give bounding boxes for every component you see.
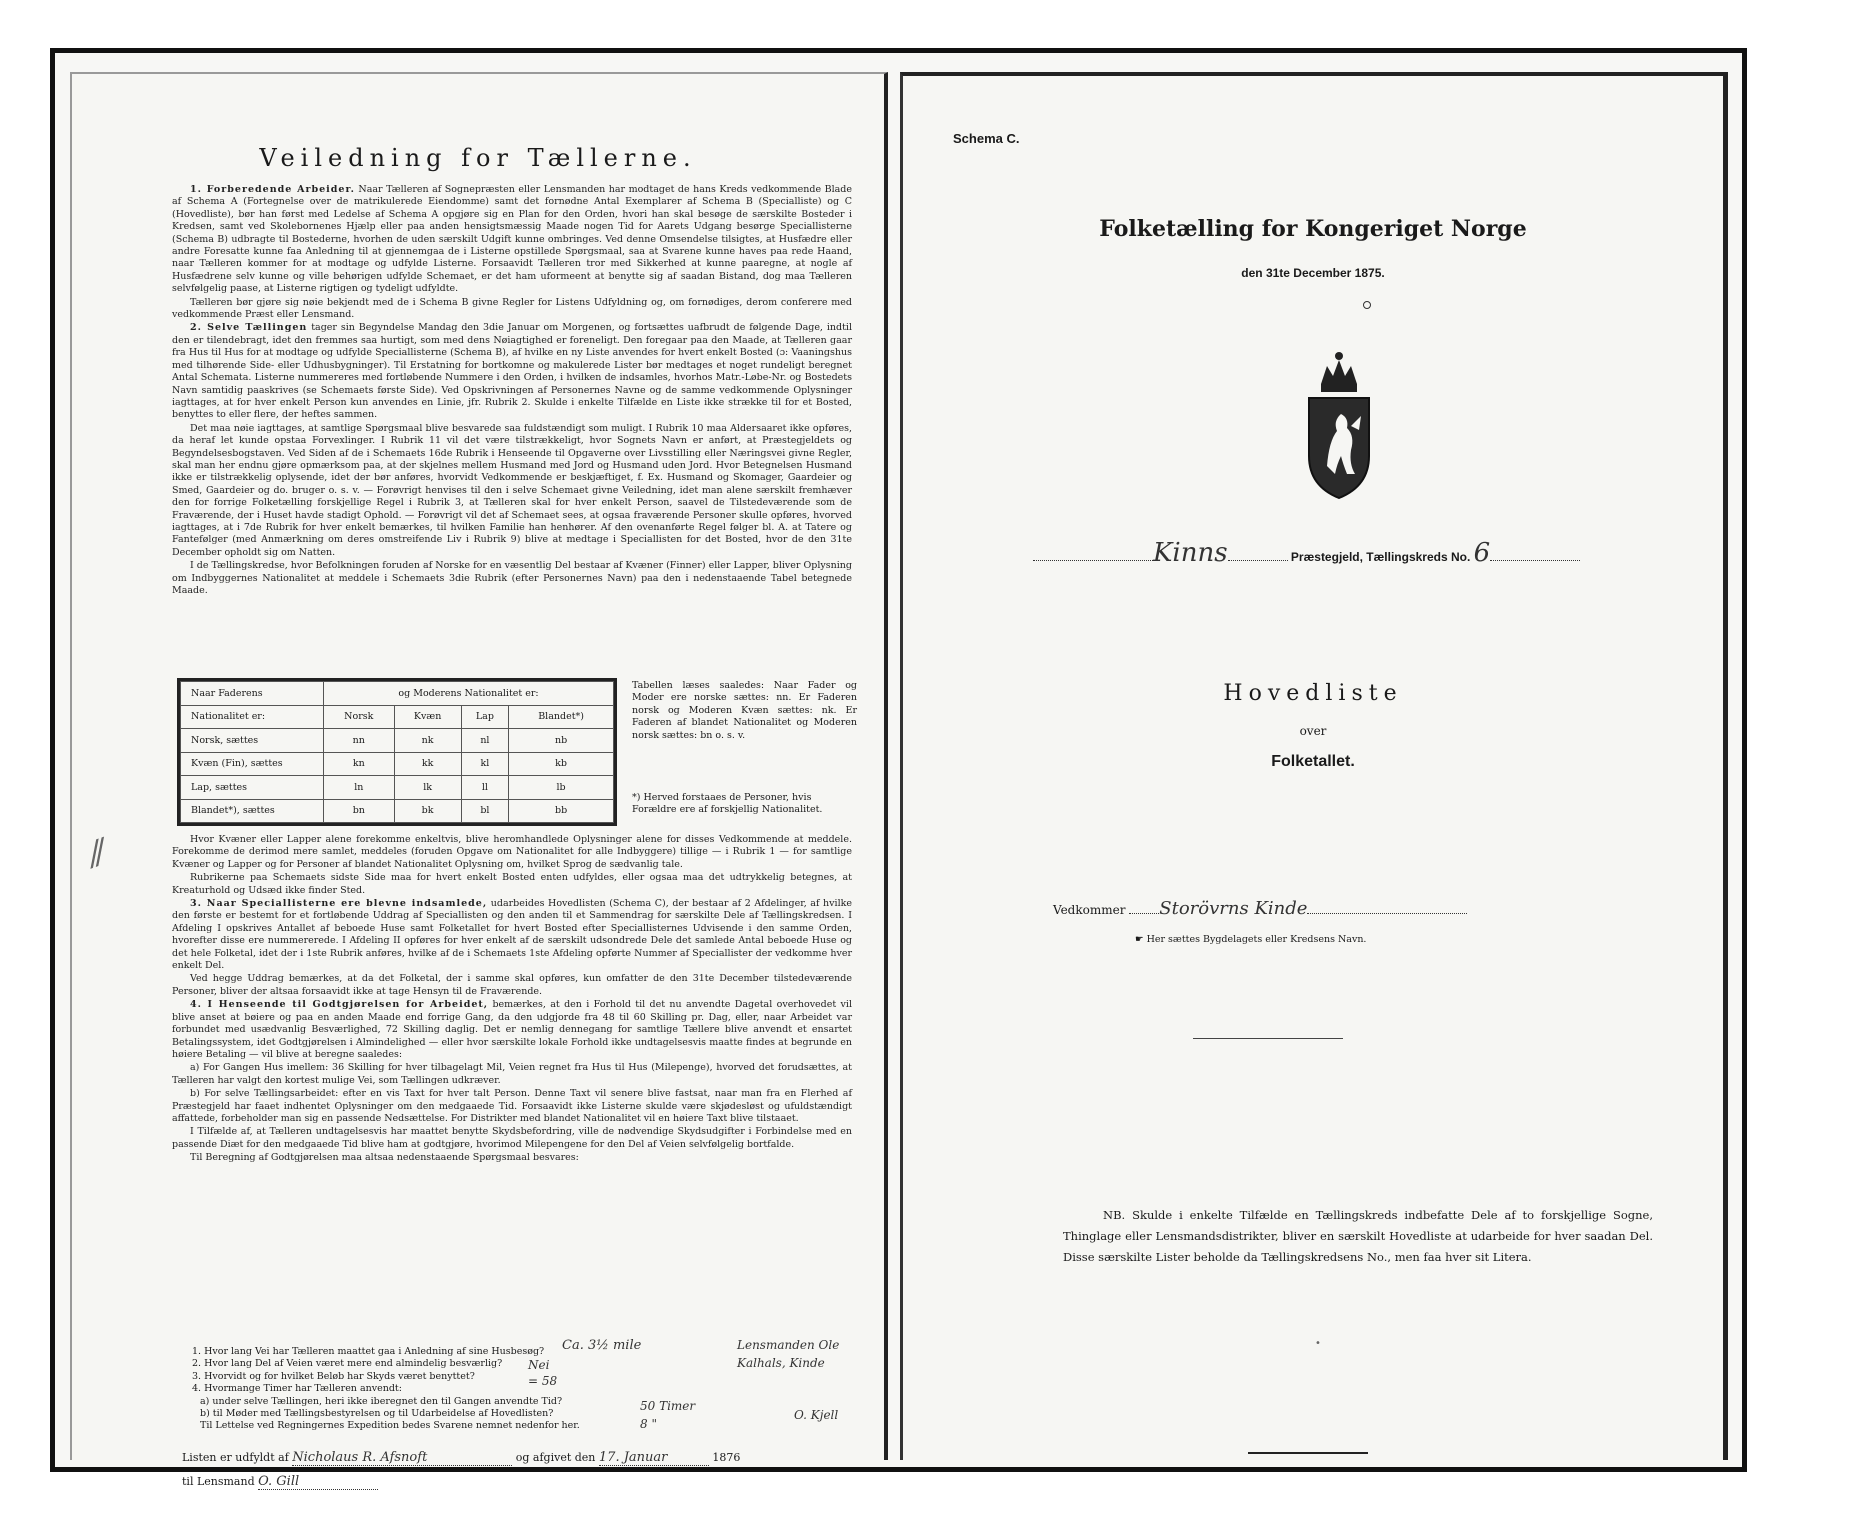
row-label: Norsk, sættes (181, 729, 324, 753)
cover-title: Folketælling for Kongeriget Norge (1099, 216, 1527, 242)
coat-of-arms-icon (1299, 346, 1379, 506)
paragraph-6: Til Beregning af Godtgjørelsen maa altsaa nedenstaaende Spørgsmaal besvares: (190, 1152, 579, 1164)
question: 1. Hvor lang Vei har Tælleren maattet gaa i Anledning af sine Husbesøg? (192, 1346, 545, 1357)
table-cell: bl (461, 799, 509, 823)
table-cell: nb (509, 729, 614, 753)
over-label: over (1299, 724, 1327, 738)
signature-year: 1876 (712, 1451, 741, 1464)
nb-note (1063, 1205, 1653, 1268)
question: Til Lettelse ved Regningernes Expedition bedes Svarene nemnet nedenfor her. (200, 1420, 580, 1432)
divider (1193, 1038, 1343, 1039)
vedkommer-line (1053, 898, 1467, 919)
instructions-body (172, 184, 852, 597)
row-label: Blandet*), sættes (181, 799, 324, 823)
schema-label: Schema C. (953, 131, 1020, 146)
question: 3. Hvorvidt og for hvilket Beløb har Skyds været benyttet? (192, 1370, 475, 1382)
table-footnote: *) Herved forstaaes de Personer, hvis Forældre ere af forskjellig Nationalitet. (632, 792, 823, 816)
table-row (181, 752, 614, 776)
table-cell: kb (509, 752, 614, 776)
margin-note: Lensmanden Ole Kalhals, Kinde (737, 1338, 840, 1370)
answer-distance: Ca. 3½ mile (562, 1338, 642, 1353)
table-row (181, 776, 614, 800)
section-4-label: 4. I Henseende til Godtgjørelsen for Arbeidet, (190, 999, 489, 1011)
vedkommer-note-text: Her sættes Bygdelagets eller Kredsens Navn. (1146, 934, 1367, 945)
row-label: Lap, sættes (181, 776, 324, 800)
answer-hours: 50 Timer (640, 1399, 696, 1413)
lensmand-line (182, 1474, 378, 1490)
parish-handwritten: Kinns (1153, 538, 1228, 568)
district-line (1033, 538, 1653, 568)
nb-text: Skulde i enkelte Tilfælde en Tællingskreds indbefatte Dele af to forskjellige Sogne, Thinglage eller Lensmandsdistrikter, bliver en særskilt Hovedliste at udarbeide for hver saadan Del. Disse særskilte Lister beholde da Tællingskredsens No., men faa hver sit Litera. (1063, 1208, 1654, 1264)
section-4 (172, 999, 852, 1061)
district-label: Præstegjeld, Tællingskreds No. (1290, 550, 1471, 564)
section-2-label: 2. Selve Tællingen (190, 322, 308, 334)
answer-skyds: = 58 (528, 1374, 558, 1388)
table-cell: ll (461, 776, 509, 800)
paragraph-1b: Tælleren bør gjøre sig nøie bekjendt med de i Schema B givne Regler for Listens Udfyldning og, om fornødiges, derom conferere med vedkommende Præst eller Lensmand. (172, 296, 852, 321)
item-b: b) For selve Tællingsarbeidet: efter en vis Taxt for hver talt Person. Denne Taxt vil senere blive fastsat, naar man fra en Flerhed af Præstegjeld har faaet indhentet Oplysninger om den medgaaede Tid. Forsaavidt ikke Listerne skulde være skjødesløst og ufuldstændigt affattede, forbeholder man sig en passende Nedsættelse. For Distrikter med blandet Nationalitet vil en høiere Taxt blive tilstaaet. (172, 1088, 852, 1124)
lensmand-name: O. Gill (258, 1474, 378, 1490)
signature-date: 17. Januar (599, 1450, 709, 1466)
table-cell: bb (509, 799, 614, 823)
signature-middle: og afgivet den (515, 1451, 596, 1464)
paragraph-4: Ved hegge Uddrag bemærkes, at da det Folketal, der i samme skal opføres, kun omfatter de den 31te December tilstedeværende Personer, bliver der altsaa forsaavidt ikke at tage Hensyn til de Fraværende. (172, 973, 852, 997)
signature-line (182, 1450, 740, 1466)
table-col-header: Kvæn (394, 705, 461, 729)
table-cell: lb (509, 776, 614, 800)
table-row (181, 799, 614, 823)
signature-prefix: Listen er udfyldt af (182, 1451, 289, 1464)
table-cell: bk (394, 799, 461, 823)
dot-mark: • (1315, 1338, 1321, 1349)
lensmand-prefix: til Lensmand (182, 1475, 255, 1488)
table-cell: kk (394, 752, 461, 776)
table-cell: kn (324, 752, 395, 776)
instructions-body-2 (172, 834, 852, 1165)
section-3-label: 3. Naar Speciallisterne ere blevne indsamlede, (190, 898, 488, 910)
pencil-mark: ⁄⁄ (85, 833, 110, 875)
question: 4. Hvormange Timer har Tælleren anvendt: (192, 1383, 402, 1395)
table-reading-note: Tabellen læses saaledes: Naar Fader og Moder ere norske sættes: nn. Er Faderen norsk og Moderen Kvæn sættes: nk. Er Faderen af blandet Nationalitet og Moderen norsk sættes: bn o. s. v. (632, 680, 857, 741)
table-header-father-2: Nationalitet er: (181, 705, 324, 729)
table-col-header: Norsk (324, 705, 395, 729)
section-4-text: bemærkes, at den i Forhold til det nu anvendte Dagetal overhovedet vil blive anset at bøiere og paa en anden Maade end forrige Gang, da den udgjorde fra 48 til 60 Skilling pr. Dag, eller, naar Arbeidet var forbundet med usædvanlig Besværlighed, 72 Skilling daglig. Det er nemlig dennegang for samtlige Tællere blive anvendt et ensartet Betalingssystem, idet Godtgjørelsen i Almindelighed — eller hvor særskilte lokale Forhold ikke undtagelsesvis maatte findes at begrunde en høiere Betaling — vil blive at beregne saaledes: (172, 999, 852, 1060)
paragraph-3b: Rubrikerne paa Schemaets sidste Side maa for hvert enkelt Bosted enten udfyldes, eller ogsaa maa det udtrykkelig betegnes, at Kreaturhold og Udsæd ikke finder Sted. (172, 872, 852, 896)
section-1-text: Naar Tælleren af Sognepræsten eller Lensmanden har modtaget de hans Kreds vedkommende Blade af Schema A (Fortegnelse over de matrikulerede Eiendomme) samt det fornødne Antal Exemplarer af Schema B (Specialliste) og C (Hovedliste), bør han først med Ledelse af Schema A opgjøre sig en Plan for den Orden, hvori han skal besøge de særskilte Bosteder i Kredsen, samt ved Skolebornenes Hjælp eller paa anden hensigtsmæssig Maade nogen Tid for Aarets Udgang besørge Speciallisterne (Schema B) udbragte til Bostederne, hvorhen de uden særskilt Udgift kunne ombringes. Ved denne Omsendelse tilsigtes, at Husfædre eller andre Foresatte kunne faa Anledning til at gjennemgaa de i Listerne opstillede Spørgsmaal, saa at Svarene kunne haves paa rede Haand, naar Tælleren kommer for at modtage og udfylde Listerne. Forsaavidt Tælleren tror med Sikkerhed at kunne paaregne, at nogle af Husfædrene selv kunne og ville behørigen udfylde Schemaet, er det ham uformeent at benytte sig af saadan Bistand, dog maa Tælleren selvfølgelig paase, at Listerne rigtigen og tydeligt udfyldte. (172, 184, 852, 295)
ornament-dot (1363, 301, 1371, 309)
section-3 (172, 898, 852, 972)
table-row (181, 729, 614, 753)
answer-difficult: Nei (528, 1358, 550, 1372)
nationality-table (177, 678, 617, 826)
question: b) til Møder med Tællingsbestyrelsen og til Udarbeidelse af Hovedlisten? (200, 1408, 554, 1420)
initials: O. Kjell (794, 1408, 839, 1422)
paragraph-3: Hvor Kvæner eller Lapper alene forekomme enkeltvis, blive heromhandlede Oplysninger alene for disses Vedkommende at meddele. Forekomme de derimod mere samlet, meddeles (foruden Opgave om Nationalitet for alle Indbyggere) tillige — i Rubrik 1 — for samtlige Kvæner og Lapper og for Personer af blandet Nationalitet Oplysning om, hvilket Sprog de sædvanlig tale. (172, 834, 852, 870)
table-cell: nl (461, 729, 509, 753)
question: 2. Hvor lang Del af Veien været mere end almindelig besværlig? (192, 1358, 503, 1370)
district-number: 6 (1473, 538, 1491, 568)
paragraph-2c: I de Tællingskredse, hvor Befolkningen foruden af Norske for en væsentlig Del bestaar af Kvæner (Finner) eller Lapper, bliver Oplysning om Indbyggernes Nationalitet at meddele i Schemaets 3die Rubrik (efter Personernes Navn) paa den i nedenstaaende Tabel betegnede Maade. (172, 560, 852, 596)
section-2 (172, 322, 852, 421)
nb-label: NB. (1103, 1208, 1126, 1222)
table-col-header: Lap (461, 705, 509, 729)
table-col-header: Blandet*) (509, 705, 614, 729)
item-a: a) For Gangen Hus imellem: 36 Skilling for hver tilbagelagt Mil, Veien regnet fra Hus til Hus (Milepenge), hvorved det forudsættes, at Tælleren har valgt den kortest mulige Vei, som Tællingen udkræver. (172, 1062, 852, 1086)
vedkommer-handwritten: Storövrns Kinde (1159, 898, 1308, 919)
table-cell: nn (324, 729, 395, 753)
section-1 (172, 184, 852, 296)
question: a) under selve Tællingen, heri ikke iberegnet den til Gangen anvendte Tid? (200, 1395, 563, 1407)
table-cell: lk (394, 776, 461, 800)
table-header-mother: og Moderens Nationalitet er: (324, 682, 614, 706)
answer-hours-b: 8 " (640, 1417, 657, 1431)
bottom-rule (1248, 1452, 1368, 1454)
cover-date: den 31te December 1875. (1241, 266, 1385, 280)
vedkommer-note (1135, 934, 1366, 945)
table-cell: ln (324, 776, 395, 800)
hovedliste-heading: Hovedliste (1223, 681, 1403, 706)
pointing-hand-icon: ☛ (1135, 934, 1144, 945)
table-cell: nk (394, 729, 461, 753)
section-2-text: tager sin Begyndelse Mandag den 3die Januar om Morgenen, og fortsættes uafbrudt de følgende Dage, indtil den er tilendebragt, idet den fremmes saa hurtigt, som med dens Nøiagtighed er foreneligt. Den foregaar paa den Maade, at Tælleren gaar fra Hus til Hus for at modtage og udfylde Speciallisterne (Schema B), af hvilke en ny Liste anvendes for hvert enkelt Bosted (ɔ: Vaaningshus med tilhørende Side- eller Udhusbygninger). Til Erstatning for bortkomne og makulerede Lister bør medtages et noget rundeligt beregnet Antal Schemata. Listerne nummereres med fortløbende Nummere i den Orden, i hvilken de indsamles, hvorhos Matr.-Løbe-Nr. og Bostedets Navn samtidig paaskrives (se Schemaets første Side). Ved Opskrivningen af Personernes Navne og de samme vedkommende Oplysninger iagttages, at for hver enkelt Person kun anvendes en Linie, jfr. Rubrik 2. Skulde i enkelte Tilfælde en Liste ikke strække til for et Bosted, benyttes to eller flere, der heftes sammen. (172, 322, 852, 421)
right-page-cover (900, 72, 1728, 1460)
row-label: Kvæn (Fin), sættes (181, 752, 324, 776)
table-cell: kl (461, 752, 509, 776)
instructions-title: Veiledning for Tællerne. (259, 144, 697, 172)
section-3-text: udarbeides Hovedlisten (Schema C), der bestaar af 2 Afdelinger, af hvilke den første er bestemt for et fortløbende Uddrag af Speciallisten og den anden til et Sammendrag for særskilte Dele af Tællingskredsen. I Afdeling I opskrives Antallet af beboede Huse samt Folketallet for hvert Bosted efter Speciallisternes Udvisende i den samme Orden, hvorefter disse ere nummererede. I Afdeling II opføres for hver enkelt af de særskilt udsondrede Dele det samlede Antal beboede Huse og det hele Folketal, idet der i 1ste Rubrik anføres, hvilke af de i Schemaets 1ste Afdeling opførte Nummer af Speciallister der vedkomme hver enkelt Del. (172, 898, 852, 972)
vedkommer-label: Vedkommer (1053, 903, 1126, 917)
paragraph-5: I Tilfælde af, at Tælleren undtagelsesvis har maattet benytte Skydsbefordring, ville de nødvendige Skydsudgifter i Forbindelse med en passende Diæt for den medgaaede Tid blive ham at godtgjøre, hvorimod Milepengene for den Del af Veien selvfølgelig bortfalde. (172, 1126, 852, 1150)
left-page-instructions (70, 72, 888, 1489)
folketallet-heading: Folketallet. (1271, 753, 1355, 770)
paragraph-2b: Det maa nøie iagttages, at samtlige Spørgsmaal blive besvarede saa fuldstændigt som muligt. I Rubrik 10 maa Aldersaaret ikke opføres, da heraf let kunde opstaa Forvexlinger. I Rubrik 11 vil det være tilstrækkeligt, hvor Sognets Navn er anført, at Præstegjeldets og Begyndelsesbogstaven. Ved Siden af de i Schemaets 16de Rubrik i Henseende til Opgaverne over Livsstilling eller Næringsvei givne Regler, skal man her endnu gjøre opmærksom paa, at der skjelnes mellem Husmand med Jord og Husmand uden Jord. Hvor Betegnelsen Husmand ikke er tilstrækkelig oplysende, idet der bør anføres, hvorvidt Vedkommende er beskjæftiget, f. Ex. Husmand og Skomager, Gaardeier og Smed, Gaardeier og do. bruger o. s. v. — Forøvrigt henvises til den i selve Schemaet givne Veiledning, idet man alene særskilt fremhæver den for forrige Folketælling forskjellige Regel i Rubrik 3, at Tælleren skal for hver enkelt Person, saavel de Tilstedeværende som de Fraværende, der i Huset havde stadigt Ophold. — Forøvrigt vil det af Schemaet sees, at ogsaa fraværende Personer skulle opføres, hvorved iagttages, at i 7de Rubrik for hver enkelt bemærkes, til hvilken Familie han henhører. Af den ovenanførte Regel følger bl. A. at Tatere og Fantefølger (med Anmærkning om deres omstreifende Liv i Rubrik 9) blive at medtage i Speciallisten for det Bosted, hvor de den 31te December opholdt sig om Natten. (172, 422, 852, 558)
section-1-label: 1. Forberedende Arbeider. (190, 184, 355, 195)
table-header-father: Naar Faderens (181, 682, 324, 706)
signature-name: Nicholaus R. Afsnoft (292, 1450, 512, 1466)
table-cell: bn (324, 799, 395, 823)
